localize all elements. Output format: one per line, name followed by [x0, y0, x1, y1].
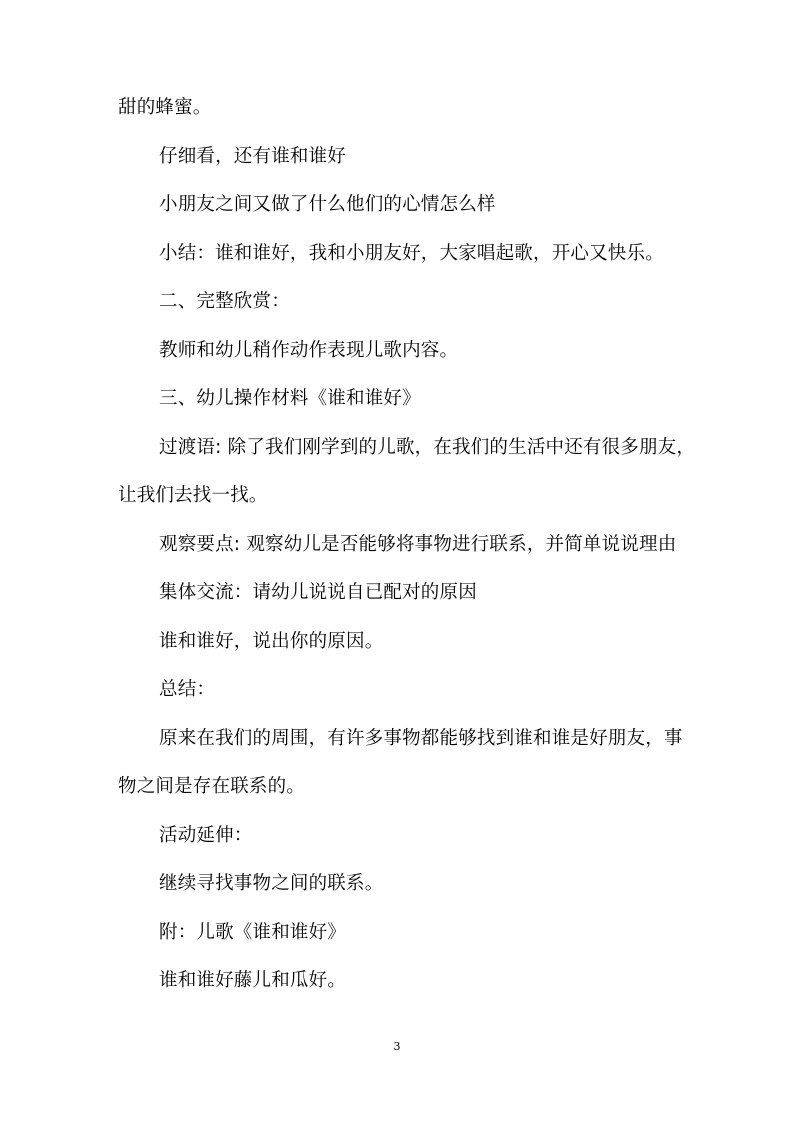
text-line-6: 教师和幼儿稍作动作表现儿歌内容。 — [159, 340, 459, 361]
text-line-17: 继续寻找事物之间的联系。 — [159, 873, 384, 894]
text-line-3: 小朋友之间又做了什么他们的心情怎么样 — [159, 194, 496, 215]
text-line-2: 仔细看，还有谁和谁好 — [159, 146, 347, 167]
text-line-19: 谁和谁好藤儿和瓜好。 — [159, 970, 347, 991]
text-line-12: 谁和谁好，说出你的原因。 — [159, 631, 384, 652]
text-line-8: 过渡语: 除了我们刚学到的儿歌，在我们的生活中还有很多朋友， — [159, 437, 696, 458]
text-line-9: 让我们去找一找。 — [118, 485, 268, 506]
text-line-10: 观察要点: 观察幼儿是否能够将事物进行联系，并简单说说理由 — [159, 534, 677, 555]
text-line-4: 小结：谁和谁好，我和小朋友好，大家唱起歌，开心又快乐。 — [159, 243, 664, 264]
text-line-1: 甜的蜂蜜。 — [118, 97, 212, 118]
appendix-heading: 附：儿歌《谁和谁好》 — [159, 922, 347, 943]
page-number: 3 — [393, 1040, 401, 1053]
extension-heading: 活动延伸： — [159, 825, 253, 846]
section-heading-2: 二、完整欣赏： — [159, 291, 290, 312]
section-heading-3: 三、幼儿操作材料《谁和谁好》 — [159, 388, 421, 409]
text-line-15: 物之间是存在联系的。 — [118, 776, 306, 797]
summary-heading: 总结： — [159, 679, 216, 700]
text-line-11: 集体交流：请幼儿说说自已配对的原因 — [159, 582, 477, 603]
text-line-14: 原来在我们的周围，有许多事物都能够找到谁和谁是好朋友，事 — [159, 728, 683, 749]
